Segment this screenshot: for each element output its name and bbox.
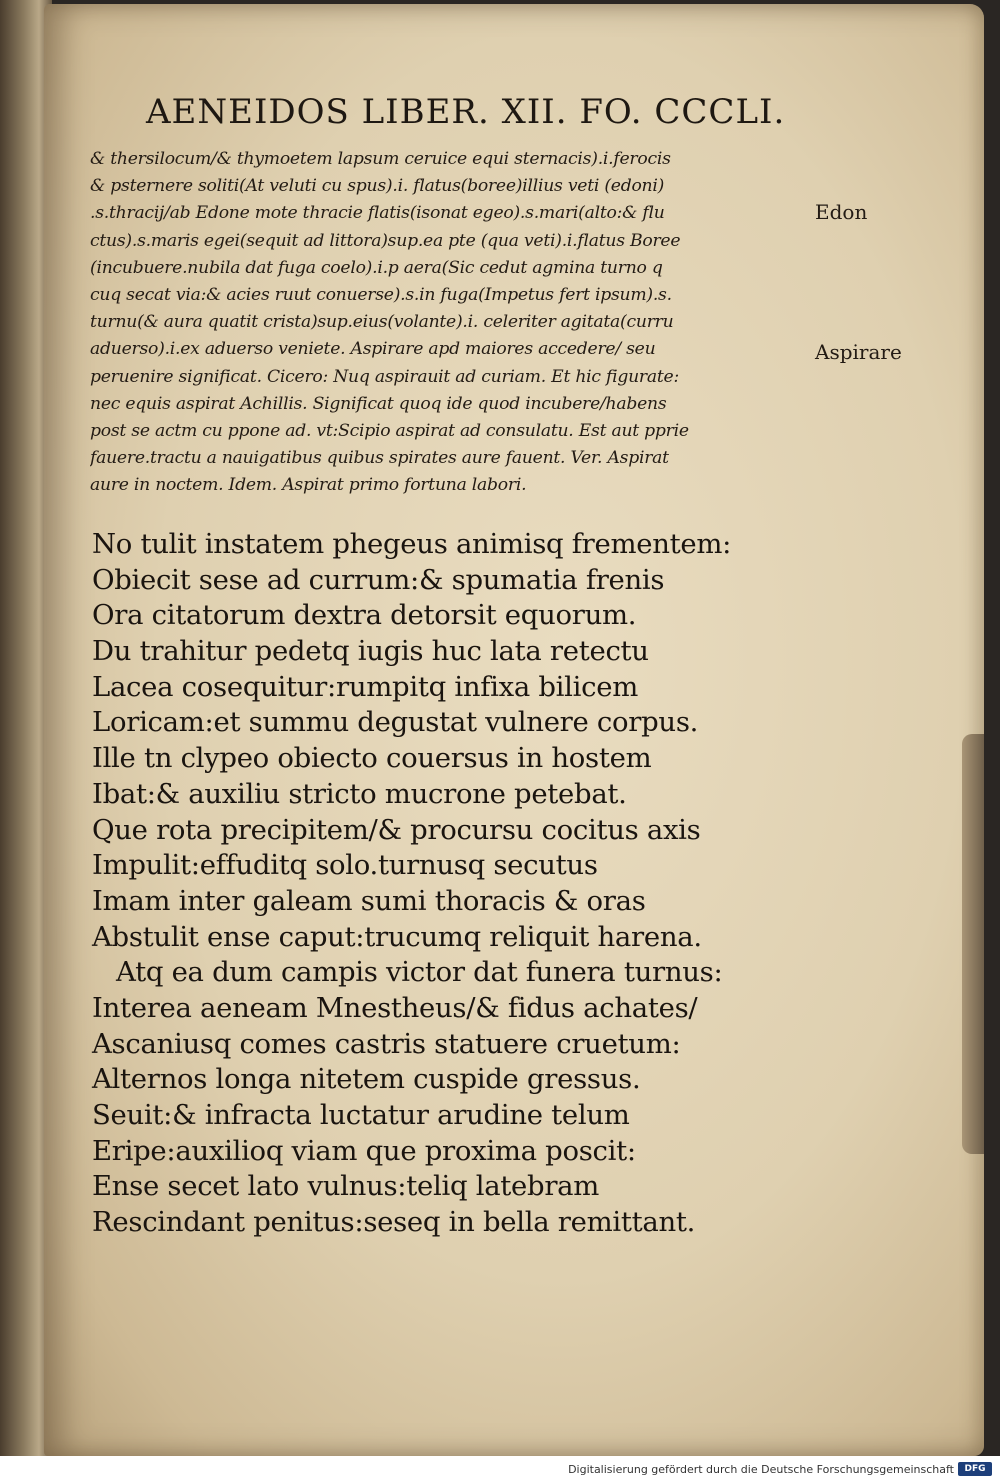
running-title: AENEIDOS LIBER. XII. FO. CCCLI. [146, 92, 786, 132]
verse-line: Atq ea dum campis victor dat funera turnus: [116, 956, 723, 989]
commentary-line: cuq secat via:& acies ruut conuerse).s.in fuga(Impetus fert ipsum).s. [90, 284, 672, 305]
verse-line: Ibat:& auxiliu stricto mucrone petebat. [92, 777, 627, 810]
verse-line: Lacea cosequitur:rumpitq infixa bilicem [92, 670, 638, 703]
commentary-block [90, 146, 820, 499]
commentary-line: turnu(& aura quatit crista)sup.eius(volante).i. celeriter agitata(curru [90, 312, 674, 333]
verse-line: Seuit:& infracta luctatur arudine telum [92, 1099, 630, 1131]
verse-line: Abstulit ense caput:trucumq reliquit harena. [92, 920, 702, 953]
commentary-line: ctus).s.maris egei(sequit ad littora)sup.ea pte (qua veti).i.flatus Boree [90, 230, 681, 251]
verse-line: Interea aeneam Mnestheus/& fidus achates/ [92, 991, 698, 1024]
verse-line: Obiecit sese ad currum:& spumatia frenis [92, 563, 665, 596]
marginal-note-aspirare: Aspirare [815, 340, 902, 364]
verse-line: Ascaniusq comes castris statuere cruetum: [92, 1027, 681, 1060]
page-edge-shadow [962, 734, 984, 1154]
verse-line: Ense secet lato vulnus:teliq latebram [92, 1170, 600, 1203]
marginal-note-edon: Edon [815, 200, 868, 224]
commentary-line: (incubuere.nubila dat fuga coelo).i.p aera(Sic cedut agmina turno q [90, 257, 663, 278]
commentary-line: peruenire significat. Cicero: Nuq aspirauit ad curiam. Et hic figurate: [90, 366, 679, 387]
verse-line: Loricam:et summu degustat vulnere corpus. [92, 706, 699, 739]
verse-line: Rescindant penitus:seseq in bella remittant. [92, 1206, 696, 1239]
verse-line: Eripe:auxilioq viam que proxima poscit: [92, 1134, 636, 1167]
dfg-logo-icon: DFG [958, 1462, 992, 1476]
verse-line: Que rota precipitem/& procursu cocitus axis [92, 813, 701, 846]
commentary-line: post se actm cu ppone ad. vt:Scipio aspirat ad consulatu. Est aut pprie [90, 420, 689, 441]
verse-line: Ora citatorum dextra detorsit equorum. [92, 599, 637, 632]
verse-line: Du trahitur pedetq iugis huc lata retectu [92, 635, 649, 668]
commentary-line: nec equis aspirat Achillis. Significat quoq ide quod incubere/habens [90, 393, 667, 414]
commentary-line: & psternere soliti(At veluti cu spus).i. flatus(boree)illius veti (edoni) [90, 176, 665, 197]
commentary-line: .s.thracij/ab Edone mote thracie flatis(isonat egeo).s.mari(alto:& flu [90, 203, 665, 224]
verse-block [92, 527, 812, 1241]
verse-line: No tulit instatem phegeus animisq frementem: [92, 528, 732, 560]
verse-line: Impulit:effuditq solo.turnusq secutus [92, 849, 598, 882]
footer-bar [0, 1456, 1000, 1483]
commentary-line: aduerso).i.ex aduerso veniete. Aspirare apd maiores accedere/ seu [90, 339, 656, 360]
commentary-line: aure in noctem. Idem. Aspirat primo fortuna labori. [90, 475, 527, 496]
funding-credit: Digitalisierung gefördert durch die Deutsche Forschungsgemeinschaft [568, 1463, 954, 1476]
verse-line: Ille tn clypeo obiecto couersus in hostem [92, 742, 652, 775]
verse-line: Alternos longa nitetem cuspide gressus. [92, 1063, 641, 1096]
verse-line: Imam inter galeam sumi thoracis & oras [92, 884, 646, 917]
facing-page-fragment [4, 520, 44, 1020]
commentary-line: fauere.tractu a nauigatibus quibus spirates aure fauent. Ver. Aspirat [90, 448, 669, 469]
commentary-line: & thersilocum/& thymoetem lapsum ceruice equi sternacis).i.ferocis [90, 149, 671, 169]
